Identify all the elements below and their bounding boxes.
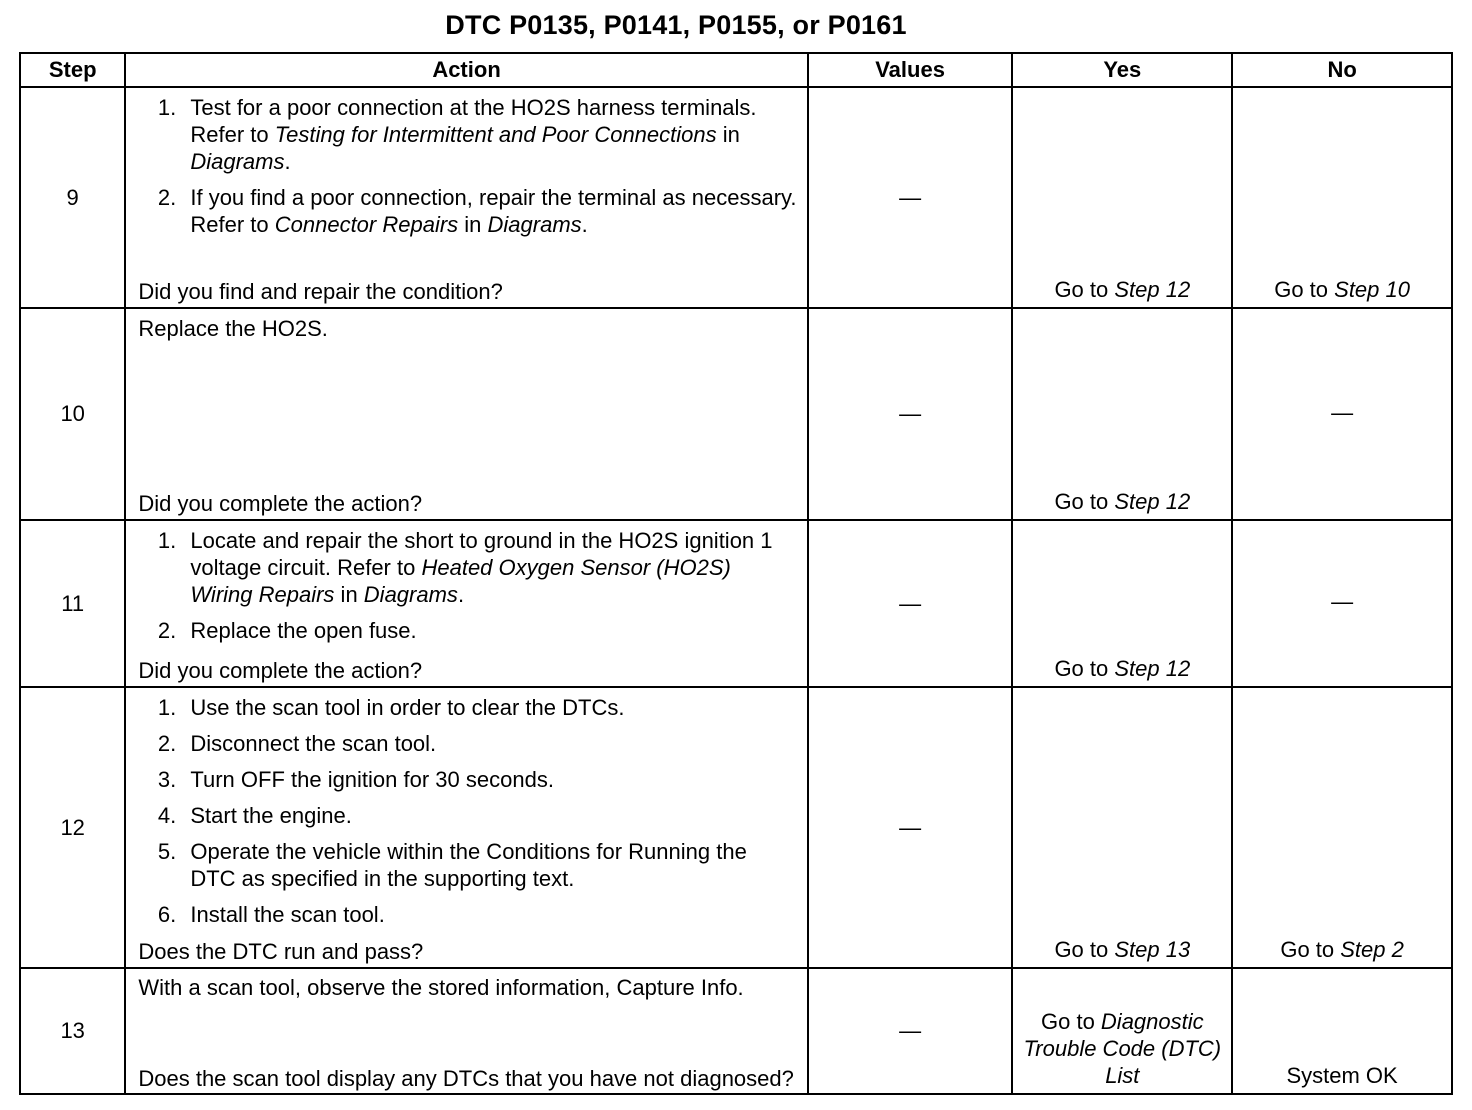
step-number: 12	[20, 687, 125, 968]
action-item: 2. If you find a poor connection, repair the terminal as necessary. Refer to Connector Repairs in Diagrams.	[182, 184, 796, 238]
action-list	[138, 527, 796, 653]
table-row	[20, 87, 1452, 308]
question-text: Did you complete the action?	[138, 491, 423, 516]
question-text: Did you complete the action?	[138, 658, 423, 683]
yes-link: Diagnostic Trouble Code (DTC) List	[1023, 1009, 1222, 1088]
values-cell: —	[808, 87, 1013, 308]
header-no: No	[1232, 53, 1452, 87]
action-item: 4. Start the engine.	[182, 802, 796, 829]
step-number: 9	[20, 87, 125, 308]
action-cell	[125, 687, 807, 968]
action-item: 3. Turn OFF the ignition for 30 seconds.	[182, 766, 796, 793]
values-cell: —	[808, 968, 1013, 1094]
step-number: 13	[20, 968, 125, 1094]
yes-cell: Go to Step 12	[1012, 87, 1232, 308]
action-item: 2. Disconnect the scan tool.	[182, 730, 796, 757]
step-number: 10	[20, 308, 125, 520]
yes-link: Step 13	[1114, 937, 1191, 962]
yes-cell: Go to Step 13	[1012, 687, 1232, 968]
action-item: 1. Use the scan tool in order to clear the DTCs.	[182, 694, 796, 721]
yes-link: Step 12	[1114, 489, 1191, 514]
yes-link: Step 12	[1114, 277, 1191, 302]
action-item: 6. Install the scan tool.	[182, 901, 796, 928]
question-text: Does the DTC run and pass?	[138, 939, 424, 964]
table-title: DTC P0135, P0141, P0155, or P0161	[445, 10, 907, 40]
no-link: Step 2	[1340, 937, 1404, 962]
table-row	[20, 520, 1452, 687]
action-cell	[125, 520, 807, 687]
dtc-table	[19, 52, 1453, 1095]
values-cell: —	[808, 520, 1013, 687]
values-cell: —	[808, 308, 1013, 520]
action-item: 2. Replace the open fuse.	[182, 617, 796, 644]
yes-link: Step 12	[1114, 656, 1191, 681]
action-cell	[125, 308, 807, 520]
header-step: Step	[20, 53, 125, 87]
question-text: Did you find and repair the condition?	[138, 279, 503, 304]
no-cell: Go to Step 2	[1232, 687, 1452, 968]
yes-cell: Go to Step 12	[1012, 308, 1232, 520]
header-row	[20, 53, 1452, 87]
action-list	[138, 94, 796, 247]
values-cell: —	[808, 687, 1013, 968]
action-item: 5. Operate the vehicle within the Conditions for Running the DTC as specified in the supporting text.	[182, 838, 796, 892]
no-cell: —	[1232, 308, 1452, 520]
yes-cell: Go to Step 12	[1012, 520, 1232, 687]
no-cell: System OK	[1232, 968, 1452, 1094]
action-text: With a scan tool, observe the stored information, Capture Info.	[138, 975, 744, 1000]
action-item: 1. Test for a poor connection at the HO2S harness terminals. Refer to Testing for Intermittent and Poor Connections in Diagrams.	[182, 94, 796, 175]
table-row	[20, 968, 1452, 1094]
action-cell	[125, 968, 807, 1094]
no-cell: —	[1232, 520, 1452, 687]
action-text: Replace the HO2S.	[138, 316, 328, 341]
header-yes: Yes	[1012, 53, 1232, 87]
no-cell: Go to Step 10	[1232, 87, 1452, 308]
action-cell	[125, 87, 807, 308]
table-row	[20, 308, 1452, 520]
question-text: Does the scan tool display any DTCs that you have not diagnosed?	[138, 1066, 794, 1091]
no-link: Step 10	[1334, 277, 1410, 302]
header-values: Values	[808, 53, 1013, 87]
step-number: 11	[20, 520, 125, 687]
action-item: 1. Locate and repair the short to ground in the HO2S ignition 1 voltage circuit. Refer to Heated Oxygen Sensor (HO2S) Wiring Repairs in Diagrams.	[182, 527, 796, 608]
table-row	[20, 687, 1452, 968]
yes-cell: Go to Diagnostic Trouble Code (DTC) List	[1012, 968, 1232, 1094]
action-list	[138, 694, 796, 937]
header-action: Action	[125, 53, 807, 87]
